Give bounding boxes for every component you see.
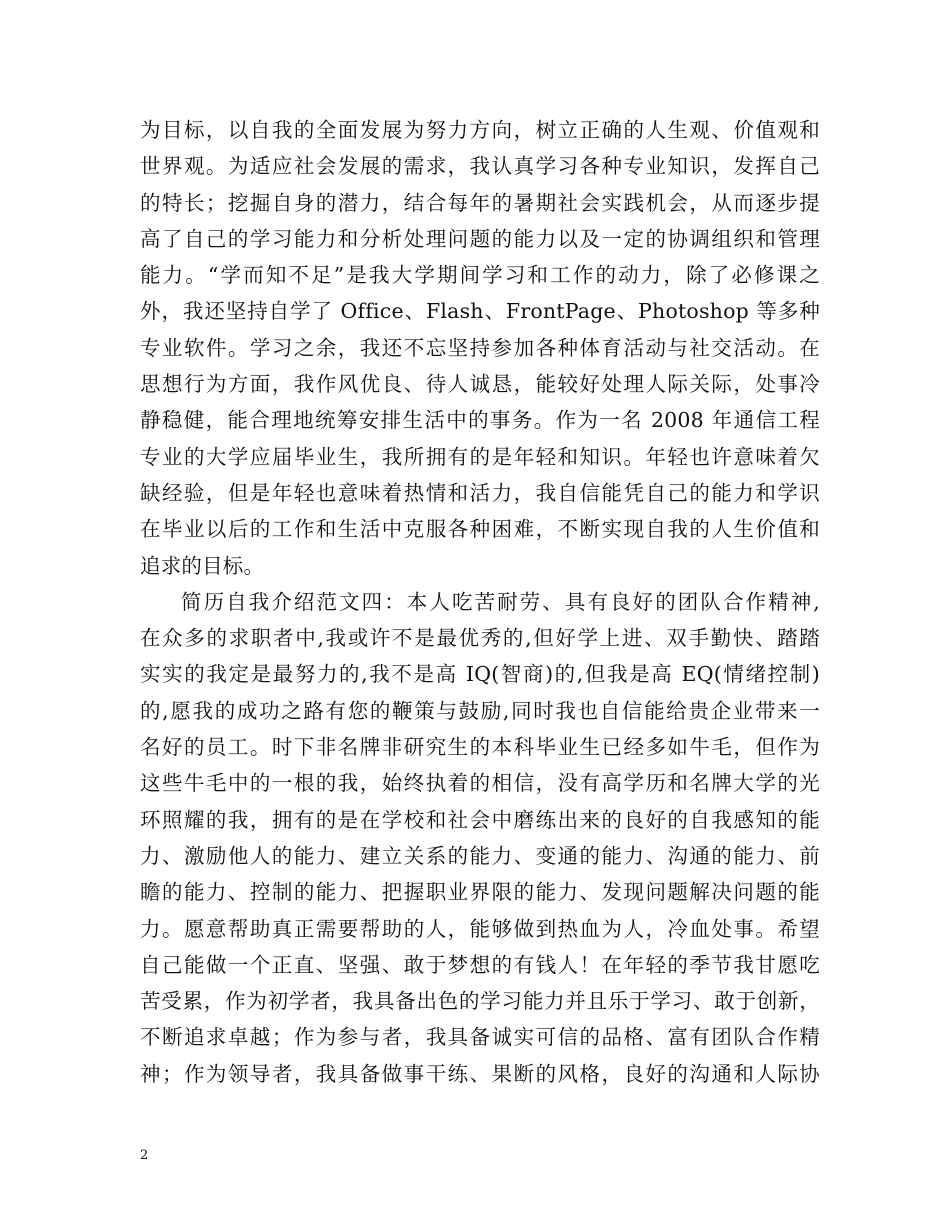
text-line: 名好的员工。时下非名牌非研究生的本科毕业生已经多如牛毛，但作为 <box>140 735 820 760</box>
text-line: 的特长；挖掘自身的潜力，结合每年的暑期社会实践机会，从而逐步提 <box>140 190 820 215</box>
body-text <box>140 112 820 1092</box>
text-line: 能力。“学而知不足”是我大学期间学习和工作的动力，除了必修课之 <box>140 263 820 288</box>
text-line: 简历自我介绍范文四：本人吃苦耐劳、具有良好的团队合作精神, <box>181 589 820 614</box>
text-line: 力、激励他人的能力、建立关系的能力、变通的能力、沟通的能力、前 <box>140 843 820 868</box>
text-line: 专业的大学应届毕业生，我所拥有的是年轻和知识。年轻也许意味着欠 <box>140 444 820 469</box>
text-line: 苦受累，作为初学者，我具备出色的学习能力并且乐于学习、敢于创新， <box>140 989 820 1014</box>
text-line: 追求的目标。 <box>140 553 265 578</box>
text-line: 不断追求卓越；作为参与者，我具备诚实可信的品格、富有团队合作精 <box>140 1025 820 1050</box>
text-line: 在毕业以后的工作和生活中克服各种困难，不断实现自我的人生价值和 <box>140 517 820 542</box>
text-line: 在众多的求职者中,我或许不是最优秀的,但好学上进、双手勤快、踏踏 <box>140 626 820 651</box>
page-number: 2 <box>140 1148 149 1163</box>
text-line: 实实的我定是最努力的,我不是高 IQ(智商)的,但我是高 EQ(情绪控制) <box>140 662 820 687</box>
text-line: 思想行为方面，我作风优良、待人诚恳，能较好处理人际关际，处事冷 <box>140 372 820 397</box>
text-line: 外，我还坚持自学了 Office、Flash、FrontPage、Photoshop 等多种 <box>140 299 820 324</box>
text-line: 静稳健，能合理地统筹安排生活中的事务。作为一名 2008 年通信工程 <box>140 408 820 433</box>
text-line: 缺经验，但是年轻也意味着热情和活力，我自信能凭自己的能力和学识 <box>140 480 820 505</box>
text-line: 神；作为领导者，我具备做事干练、果断的风格，良好的沟通和人际协 <box>140 1061 820 1086</box>
text-line: 专业软件。学习之余，我还不忘坚持参加各种体育活动与社交活动。在 <box>140 335 820 360</box>
text-line: 瞻的能力、控制的能力、把握职业界限的能力、发现问题解决问题的能 <box>140 880 820 905</box>
text-line: 这些牛毛中的一根的我，始终执着的相信，没有高学历和名牌大学的光 <box>140 771 820 796</box>
text-line: 高了自己的学习能力和分析处理问题的能力以及一定的协调组织和管理 <box>140 226 820 251</box>
text-line: 为目标，以自我的全面发展为努力方向，树立正确的人生观、价值观和 <box>140 118 820 142</box>
text-line: 的,愿我的成功之路有您的鞭策与鼓励,同时我也自信能给贵企业带来一 <box>140 698 820 723</box>
text-line: 自己能做一个正直、坚强、敢于梦想的有钱人！在年轻的季节我甘愿吃 <box>140 952 820 977</box>
text-line: 世界观。为适应社会发展的需求，我认真学习各种专业知识，发挥自己 <box>140 154 820 179</box>
text-line: 力。愿意帮助真正需要帮助的人，能够做到热血为人，冷血处事。希望 <box>140 916 820 941</box>
text-line: 环照耀的我，拥有的是在学校和社会中磨练出来的良好的自我感知的能 <box>140 807 820 832</box>
